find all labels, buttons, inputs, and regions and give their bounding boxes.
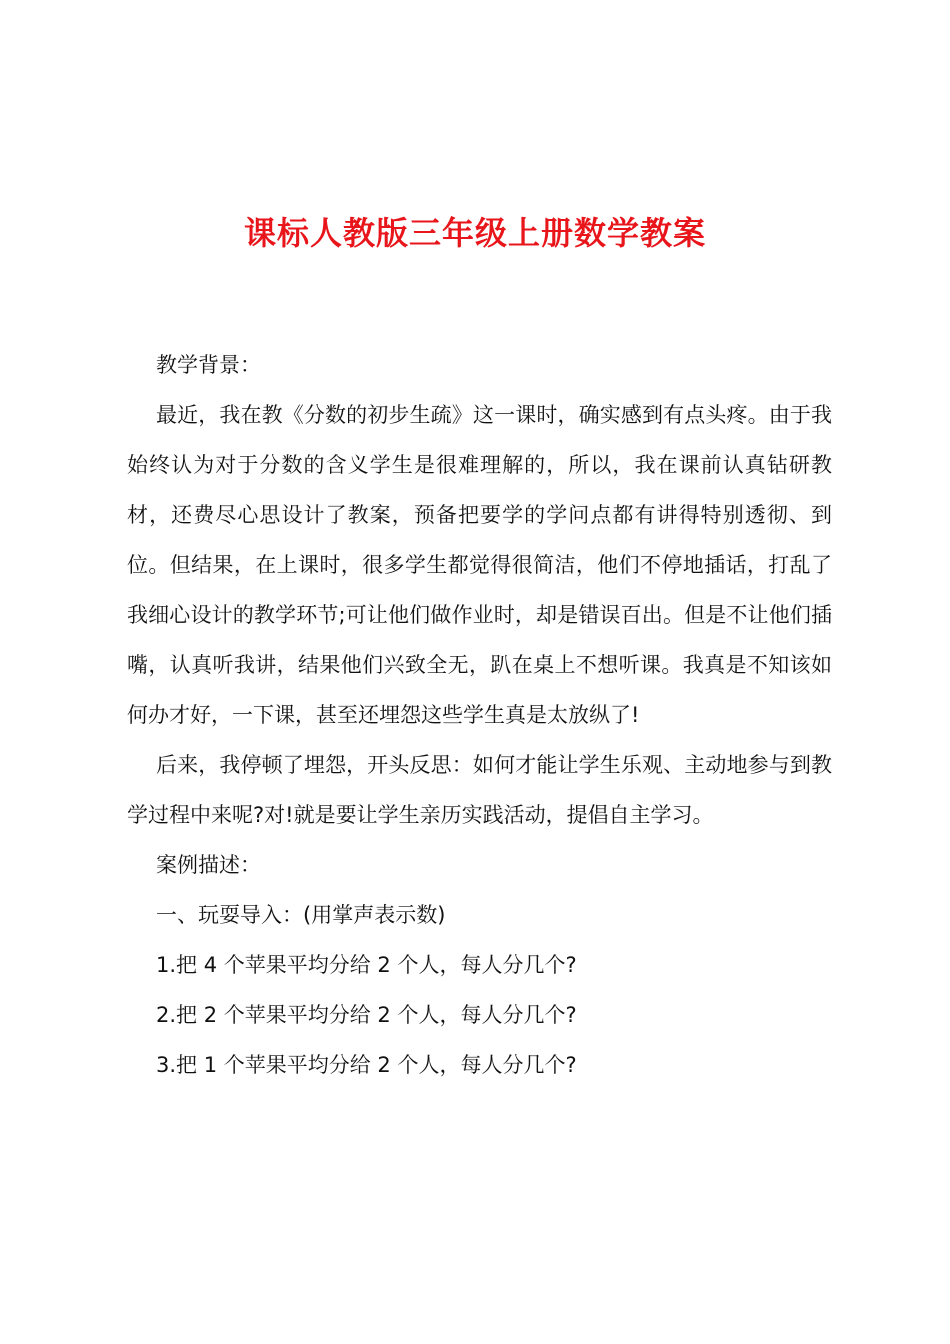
document-title: 课标人教版三年级上册数学教案 (243, 214, 706, 252)
document-body (127, 340, 832, 1090)
background-paragraph: 最近，我在教《分数的初步生疏》这一课时，确实感到有点头疼。由于我始终认为对于分数的含义学生是很难理解的，所以，我在课前认真钻研教材，还费尽心思设计了教案，预备把要学的学问点都有讲得特别透彻、到位。但结果，在上课时，很多学生都觉得很简洁，他们不停地插话，打乱了我细心设计的教学环节;可让他们做作业时，却是错误百出。但是不让他们插嘴，认真听我讲，结果他们兴致全无，趴在桌上不想听课。我真是不知该如何办才好，一下课，甚至还埋怨这些学生真是太放纵了! (127, 403, 832, 727)
question-item: 3.把 1 个苹果平均分给 2 个人，每人分几个? (156, 1053, 577, 1077)
step-one-heading: 一、玩耍导入：(用掌声表示数) (156, 903, 446, 927)
reflection-paragraph: 后来，我停顿了埋怨，开头反思：如何才能让学生乐观、主动地参与到教学过程中来呢?对!就是要让学生亲历实践活动，提倡自主学习。 (127, 753, 832, 827)
background-heading: 教学背景： (156, 353, 261, 377)
question-item: 2.把 2 个苹果平均分给 2 个人，每人分几个? (156, 1003, 577, 1027)
case-heading: 案例描述： (156, 853, 261, 877)
question-item: 1.把 4 个苹果平均分给 2 个人，每人分几个? (156, 953, 577, 977)
